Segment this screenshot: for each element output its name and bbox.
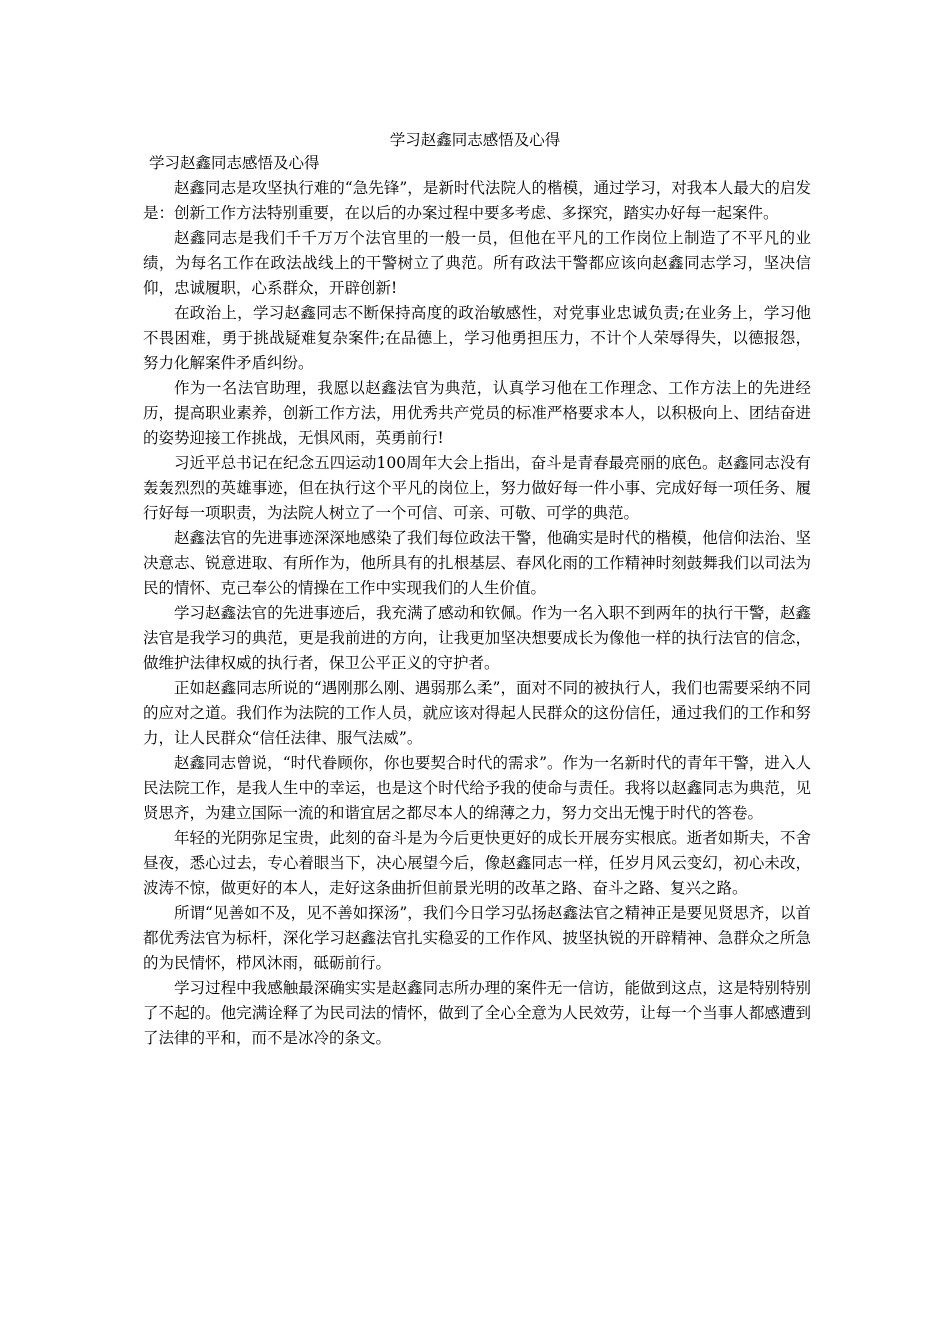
paragraph: 赵鑫同志是我们千千万万个法官里的一般一员，但他在平凡的工作岗位上制造了不平凡的业绩，为每名工作在政法战线上的干警树立了典范。所有政法干警都应该向赵鑫同志学习，坚决信仰，忠诚履职，心系群众，开辟创新! [143, 229, 811, 297]
paragraph: 赵鑫法官的先进事迹深深地感染了我们每位政法干警，他确实是时代的楷模，他信仰法治、坚决意志、锐意进取、有所作为，他所具有的扎根基层、春风化雨的工作精神时刻鼓舞我们以司法为民的情怀、克己奉公的情操在工作中实现我们的人生价值。 [143, 529, 811, 597]
document-body [143, 151, 811, 1051]
paragraph: 年轻的光阴弥足宝贵，此刻的奋斗是为今后更快更好的成长开展夯实根底。逝者如斯夫，不舍昼夜，悉心过去，专心着眼当下，决心展望今后，像赵鑫同志一样，任岁月风云变幻，初心未改，波涛不惊，做更好的本人，走好这条曲折但前景光明的改革之路、奋斗之路、复兴之路。 [143, 829, 811, 897]
document-title: 学习赵鑫同志感悟及心得 [389, 131, 561, 149]
document-subtitle: 学习赵鑫同志感悟及心得 [149, 154, 320, 172]
paragraph: 作为一名法官助理，我愿以赵鑫法官为典范，认真学习他在工作理念、工作方法上的先进经历，提高职业素养，创新工作方法，用优秀共产党员的标准严格要求本人，以积极向上、团结奋进的姿势迎接工作挑战，无惧风雨，英勇前行! [143, 379, 811, 447]
paragraph: 所谓“见善如不及，见不善如探汤”，我们今日学习弘扬赵鑫法官之精神正是要见贤思齐，以首都优秀法官为标杆，深化学习赵鑫法官扎实稳妥的工作作风、披坚执锐的开辟精神、急群众之所急的为民情怀，栉风沐雨，砥砺前行。 [143, 904, 811, 972]
paragraph: 赵鑫同志是攻坚执行难的“急先锋”，是新时代法院人的楷模，通过学习，对我本人最大的启发是：创新工作方法特别重要，在以后的办案过程中要多考虑、多探究，踏实办好每一起案件。 [143, 179, 811, 222]
paragraph: 习近平总书记在纪念五四运动100周年大会上指出，奋斗是青春最亮丽的底色。赵鑫同志没有轰轰烈烈的英雄事迹，但在执行这个平凡的岗位上，努力做好每一件小事、完成好每一项任务、履行好每一项职责，为法院人树立了一个可信、可亲、可敬、可学的典范。 [143, 454, 811, 522]
paragraph: 学习赵鑫法官的先进事迹后，我充满了感动和钦佩。作为一名入职不到两年的执行干警，赵鑫法官是我学习的典范，更是我前进的方向，让我更加坚决想要成长为像他一样的执行法官的信念，做维护法律权威的执行者，保卫公平正义的守护者。 [143, 604, 811, 672]
paragraph: 正如赵鑫同志所说的“遇刚那么刚、遇弱那么柔”，面对不同的被执行人，我们也需要采纳不同的应对之道。我们作为法院的工作人员，就应该对得起人民群众的这份信任，通过我们的工作和努力，让人民群众“信任法律、服气法威”。 [143, 679, 811, 747]
paragraph: 学习过程中我感触最深确实实是赵鑫同志所办理的案件无一信访，能做到这点，这是特别特别了不起的。他完满诠释了为民司法的情怀，做到了全心全意为人民效劳，让每一个当事人都感遭到了法律的平和，而不是冰冷的条文。 [143, 979, 811, 1047]
paragraph: 赵鑫同志曾说，“时代眷顾你，你也要契合时代的需求”。作为一名新时代的青年干警，进入人民法院工作，是我人生中的幸运，也是这个时代给予我的使命与责任。我将以赵鑫同志为典范，见贤思齐，为建立国际一流的和谐宜居之都尽本人的绵薄之力，努力交出无愧于时代的答卷。 [143, 754, 811, 822]
paragraph: 在政治上，学习赵鑫同志不断保持高度的政治敏感性，对党事业忠诚负责;在业务上，学习他不畏困难，勇于挑战疑难复杂案件;在品德上，学习他勇担压力，不计个人荣辱得失，以德报怨，努力化解案件矛盾纠纷。 [143, 304, 811, 372]
